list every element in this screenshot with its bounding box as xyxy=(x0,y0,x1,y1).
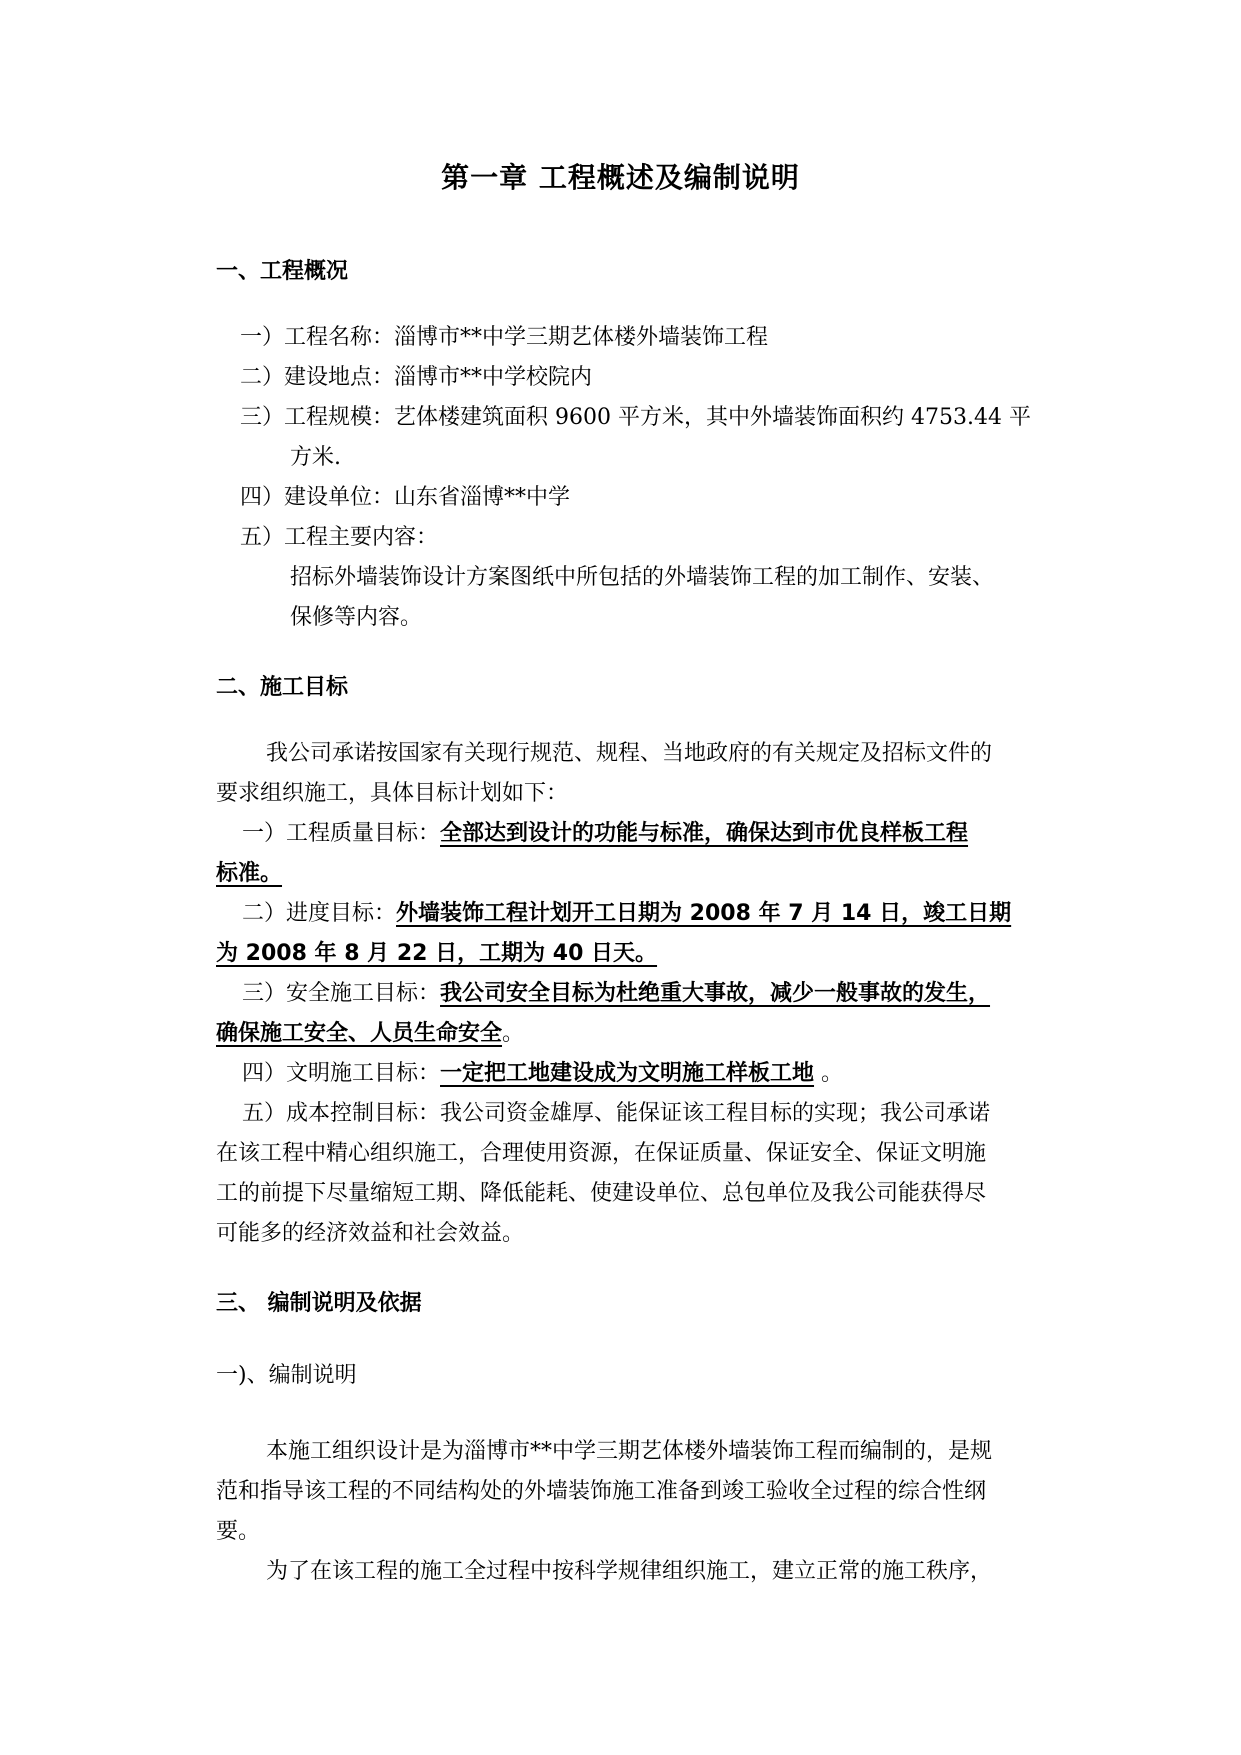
preparation-paragraph-line: 要。 xyxy=(216,1519,261,1544)
overview-item-continuation: 方米. xyxy=(290,445,341,470)
cost-goal-line: 五）成本控制目标：我公司资金雄厚、能保证该工程目标的实现；我公司承诺 xyxy=(242,1101,991,1126)
goals-intro-line: 要求组织施工，具体目标计划如下： xyxy=(216,781,569,806)
schedule-goal-text: 外墙装饰工程计划开工日期为 2008 年 7 月 14 日，竣工日期 xyxy=(396,901,1012,926)
safety-goal-text: 我公司安全目标为杜绝重大事故，减少一般事故的发生， xyxy=(440,981,991,1006)
chapter-title: 第一章 工程概述及编制说明 xyxy=(441,161,800,194)
schedule-goal xyxy=(242,898,1011,930)
quality-goal-text-end: 标准。 xyxy=(216,861,283,886)
quality-goal-text: 全部达到设计的功能与标准，确保达到市优良样板工程 xyxy=(440,821,969,846)
overview-item: 四）建设单位：山东省淄博**中学 xyxy=(240,485,571,510)
civil-goal-tail: 。 xyxy=(814,1061,844,1086)
quality-goal-continuation xyxy=(216,858,282,890)
schedule-goal-text-end: 为 2008 年 8 月 22 日，工期为 40 日天。 xyxy=(216,941,658,966)
overview-item: 三）工程规模：艺体楼建筑面积 9600 平方米，其中外墙装饰面积约 4753.44 平 xyxy=(240,405,1031,430)
safety-goal-label: 三）安全施工目标： xyxy=(242,981,441,1006)
section-heading-preparation: 三、 编制说明及依据 xyxy=(216,1291,422,1316)
cost-goal-line: 在该工程中精心组织施工，合理使用资源，在保证质量、保证安全、保证文明施 xyxy=(216,1141,987,1166)
section-heading-overview: 一、工程概况 xyxy=(216,259,349,284)
section-heading-goals: 二、施工目标 xyxy=(216,675,349,700)
overview-item: 二）建设地点：淄博市**中学校院内 xyxy=(240,365,593,390)
safety-goal-tail: 。 xyxy=(502,1021,525,1046)
overview-item-detail: 招标外墙装饰设计方案图纸中所包括的外墙装饰工程的加工制作、安装、 xyxy=(290,565,995,590)
safety-goal xyxy=(242,978,990,1010)
quality-goal xyxy=(242,818,968,850)
preparation-paragraph-line: 为了在该工程的施工全过程中按科学规律组织施工，建立正常的施工秩序， xyxy=(266,1559,993,1584)
goals-intro-line: 我公司承诺按国家有关现行规范、规程、当地政府的有关规定及招标文件的 xyxy=(266,741,993,766)
cost-goal-line: 可能多的经济效益和社会效益。 xyxy=(216,1221,525,1246)
cost-goal-line: 工的前提下尽量缩短工期、降低能耗、使建设单位、总包单位及我公司能获得尽 xyxy=(216,1181,987,1206)
safety-goal-text-end: 确保施工安全、人员生命安全 xyxy=(216,1021,503,1046)
civil-goal xyxy=(242,1058,843,1090)
schedule-goal-label: 二）进度目标： xyxy=(242,901,397,926)
civil-goal-text: 一定把工地建设成为文明施工样板工地 xyxy=(440,1061,815,1086)
overview-item: 一）工程名称：淄博市**中学三期艺体楼外墙装饰工程 xyxy=(240,325,769,350)
preparation-paragraph-line: 本施工组织设计是为淄博市**中学三期艺体楼外墙装饰工程而编制的，是规 xyxy=(266,1439,993,1464)
civil-goal-label: 四）文明施工目标： xyxy=(242,1061,441,1086)
quality-goal-label: 一）工程质量目标： xyxy=(242,821,441,846)
overview-item: 五）工程主要内容： xyxy=(240,525,439,550)
overview-item-detail: 保修等内容。 xyxy=(290,605,423,630)
safety-goal-continuation xyxy=(216,1018,524,1050)
preparation-paragraph-line: 范和指导该工程的不同结构处的外墙装饰施工准备到竣工验收全过程的综合性纲 xyxy=(216,1479,987,1504)
subsection-heading: 一)、编制说明 xyxy=(216,1363,357,1388)
schedule-goal-continuation xyxy=(216,938,657,970)
